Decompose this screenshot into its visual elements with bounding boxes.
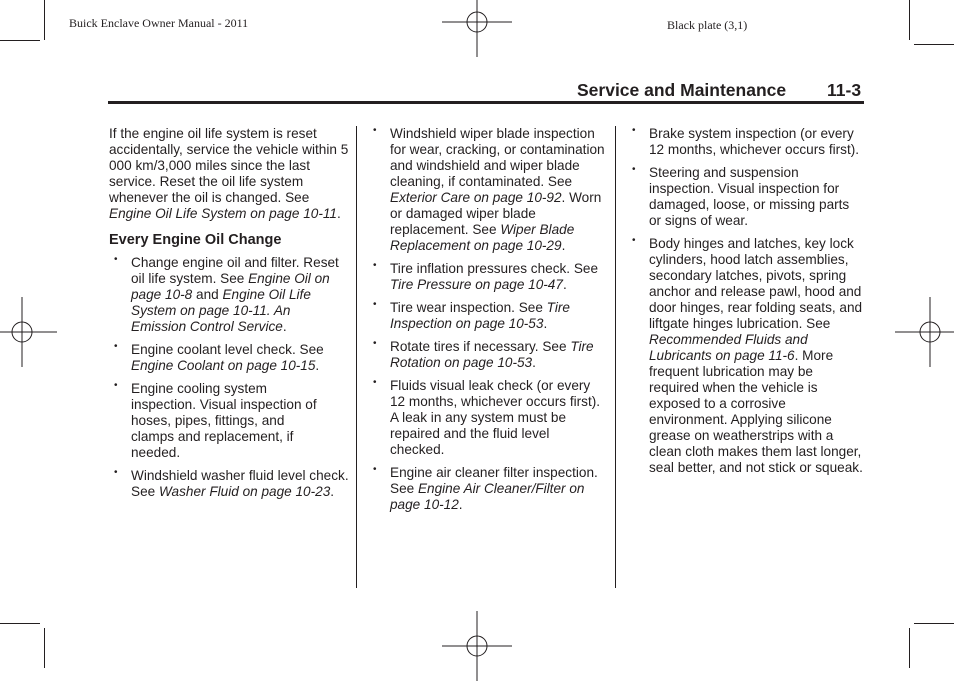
list-item: • Engine coolant level check. See Engine Coolant on page 10-15. xyxy=(114,341,324,373)
list-item: • Body hinges and latches, key lock cylinders, hood latch assemblies, secondary latches, pivots, spring anchor and release pawl, hood and door hinges, rear folding seats, and liftgate hinges lubrication. See Recommended Fluids and Lubricants on page 11-6. More frequent lubrication may be required when the vehicle is exposed to a corrosive environment. Applying silicone grease on weatherstrips with a clean cloth makes them last longer, seal better, and not stick or squeak. xyxy=(632,235,863,475)
crop-mark xyxy=(914,623,954,624)
bullet-list xyxy=(368,126,606,513)
plate-label: Black plate (3,1) xyxy=(667,18,748,32)
cross-reference[interactable]: Engine Oil Life System on page 10-11 xyxy=(109,206,337,221)
bullet-icon: • xyxy=(114,254,118,265)
manual-title: Buick Enclave Owner Manual - 2011 xyxy=(69,16,249,30)
cross-reference[interactable]: Exterior Care on page 10-92 xyxy=(390,190,562,205)
heading-rule xyxy=(108,101,864,104)
bullet-icon: • xyxy=(373,299,377,310)
bullet-icon: • xyxy=(114,341,118,352)
cross-reference[interactable]: Wiper Blade Replacement on page 10-29 xyxy=(390,222,575,253)
bullet-icon: • xyxy=(373,464,377,475)
list-item: • Fluids visual leak check (or every 12 months, whichever occurs first). A leak in any system must be repaired and the fluid level checked. xyxy=(373,377,601,457)
list-item: • Engine air cleaner filter inspection. See Engine Air Cleaner/Filter on page 10-12. xyxy=(373,464,598,512)
cross-reference[interactable]: Recommended Fluids and Lubricants on page 11-6 xyxy=(649,332,808,363)
column-2 xyxy=(368,126,606,520)
list-item: • Tire wear inspection. See Tire Inspection on page 10-53. xyxy=(373,299,570,331)
crop-mark xyxy=(909,0,910,40)
list-item: • Engine cooling system inspection. Visual inspection of hoses, pipes, fittings, and clamps and replacement, if needed. xyxy=(114,380,317,460)
section-title: Service and Maintenance xyxy=(577,80,787,100)
registration-mark-icon xyxy=(895,297,954,367)
list-item: • Tire inflation pressures check. See Tire Pressure on page 10-47. xyxy=(373,260,599,292)
list-item: • Steering and suspension inspection. Visual inspection for damaged, loose, or missing parts or signs of wear. xyxy=(632,164,850,228)
bullet-icon: • xyxy=(114,467,118,478)
crop-mark xyxy=(44,628,45,668)
bullet-list xyxy=(109,255,349,500)
column-1 xyxy=(109,126,349,507)
list-item: • Windshield wiper blade inspection for wear, cracking, or contamination and windshield and wiper blade cleaning, if contaminated. See Exterior Care on page 10-92. Worn or damaged wiper blade replacement. See Wiper Blade Replacement on page 10-29. xyxy=(373,125,605,253)
cross-reference[interactable]: Tire Rotation on page 10-53 xyxy=(390,339,594,370)
page-number: 11-3 xyxy=(827,80,862,100)
cross-reference[interactable]: Engine Coolant on page 10-15 xyxy=(131,358,316,373)
crop-mark xyxy=(914,44,954,45)
bullet-icon: • xyxy=(632,125,636,136)
registration-mark-icon xyxy=(442,0,512,57)
crop-mark xyxy=(0,623,40,624)
list-item: • Brake system inspection (or every 12 months, whichever occurs first). xyxy=(632,125,860,157)
registration-mark-icon xyxy=(0,297,57,367)
crop-mark xyxy=(0,40,40,41)
intro-paragraph: If the engine oil life system is reset accidentally, service the vehicle within 5 000 km/3,000 miles since the last service. Reset the oil life system whenever the oil is changed. See Engine Oil Life System on page 10-11. xyxy=(109,126,349,221)
bullet-icon: • xyxy=(373,377,377,388)
registration-mark-icon xyxy=(442,611,512,681)
crop-mark xyxy=(44,0,45,40)
cross-reference[interactable]: Engine Air Cleaner/Filter on page 10-12 xyxy=(390,481,585,512)
column-3 xyxy=(627,126,863,483)
column-divider xyxy=(356,126,357,588)
bullet-icon: • xyxy=(632,235,636,246)
list-item: • Change engine oil and filter. Reset oil life system. See Engine Oil on page 10-8 and Engine Oil Life System on page 10-11. An Emission Control Service. xyxy=(114,254,339,334)
list-item: • Rotate tires if necessary. See Tire Rotation on page 10-53. xyxy=(373,338,594,370)
cross-reference[interactable]: Tire Inspection on page 10-53 xyxy=(390,300,570,331)
bullet-icon: • xyxy=(114,380,118,391)
bullet-icon: • xyxy=(373,260,377,271)
bullet-icon: • xyxy=(373,338,377,349)
bullet-list xyxy=(627,126,863,476)
cross-reference[interactable]: Engine Oil Life System on page 10-11. An Emission Control Service xyxy=(131,287,311,334)
cross-reference[interactable]: Engine Oil on page 10-8 xyxy=(131,271,330,302)
bullet-icon: • xyxy=(373,125,377,136)
list-item: • Windshield washer fluid level check. See Washer Fluid on page 10-23. xyxy=(114,467,349,499)
cross-reference[interactable]: Tire Pressure on page 10-47 xyxy=(390,277,563,292)
subheading: Every Engine Oil Change xyxy=(109,232,282,248)
bullet-icon: • xyxy=(632,164,636,175)
column-divider xyxy=(615,126,616,588)
crop-mark xyxy=(909,628,910,668)
cross-reference[interactable]: Washer Fluid on page 10-23 xyxy=(158,484,331,499)
